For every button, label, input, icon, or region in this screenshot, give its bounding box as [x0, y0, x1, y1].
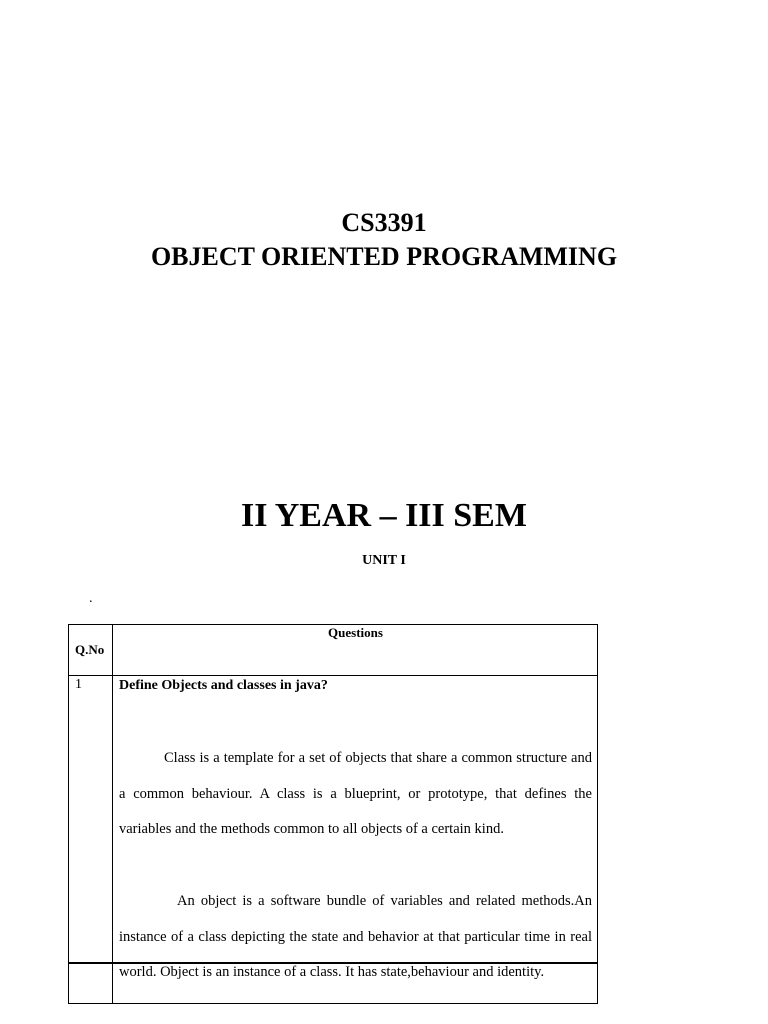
stray-marker: .	[89, 591, 93, 606]
table-column-divider	[112, 624, 113, 1004]
table-header-qno: Q.No	[75, 642, 105, 657]
table-header-questions: Questions	[328, 625, 383, 640]
answer-paragraph-class: Class is a template for a set of objects that share a common structure and a common behaviour. A class is a blueprint, or prototype, that defines the variables and the methods common to all objects of a certain kind.	[119, 750, 592, 838]
course-code: CS3391	[341, 208, 427, 237]
question-number: 1	[75, 677, 82, 692]
table-header-divider	[68, 675, 598, 676]
year-semester-heading: II YEAR – III SEM	[241, 497, 527, 534]
answer-paragraph-object: An object is a software bundle of variables and related methods.An instance of a class depicting the state and behavior at that particular time in real world. Object is an instance of a class. It has state,behaviour and identity.	[119, 893, 592, 981]
question-text: Define Objects and classes in java?	[119, 678, 328, 693]
course-title: OBJECT ORIENTED PROGRAMMING	[150, 242, 618, 271]
unit-heading: UNIT I	[362, 553, 406, 568]
